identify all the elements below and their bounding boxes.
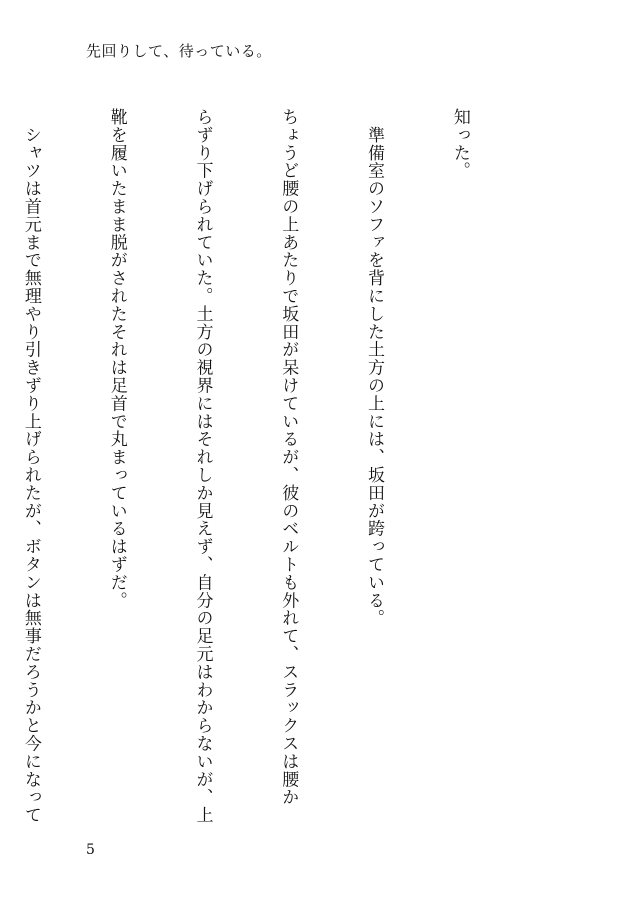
- vertical-body-text: [20, 108, 531, 828]
- text-line: ちょうど腰の上あたりで坂田が呆けているが、彼のベルトも外れて、スラックスは腰か: [278, 108, 299, 807]
- text-line: 靴を履いたまま脱がされたそれは足首で丸まっているはずだ。: [106, 108, 127, 610]
- running-head: 先回りして、待っている。: [86, 42, 272, 60]
- page-number: 5: [86, 842, 95, 858]
- text-line: 準備室のソファを背にした土方の上には、坂田が跨っている。: [364, 108, 385, 628]
- text-line: シャツは首元まで無理やり引きずり上げられたが、ボタンは無事だろうかと今になって: [20, 108, 41, 824]
- text-line: らずり下げられていた。土方の視界にはそれしか見えず、自分の足元はわからないが、上: [192, 108, 213, 824]
- text-line: 知った。: [449, 108, 470, 180]
